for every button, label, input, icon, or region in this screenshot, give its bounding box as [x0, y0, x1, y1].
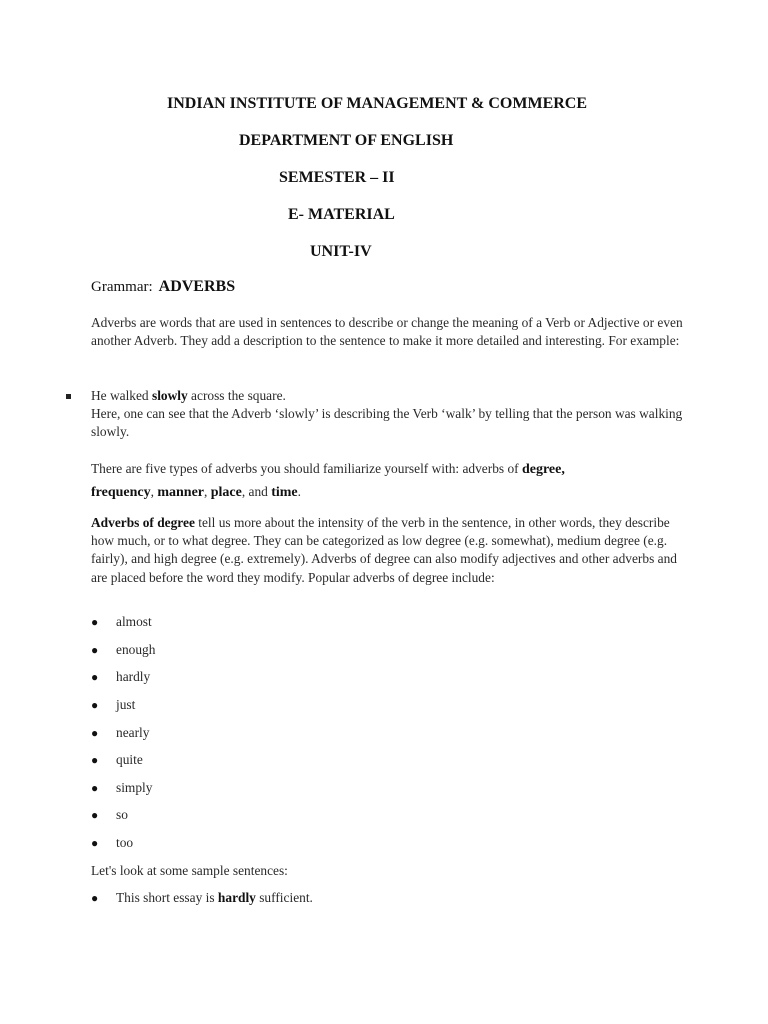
grammar-label: Grammar:	[91, 279, 153, 295]
bullet-icon: ●	[91, 891, 99, 905]
square-bullet-icon	[66, 394, 71, 399]
sample-bold-word: hardly	[217, 890, 256, 905]
degree-bold-lead: Adverbs of degree	[91, 515, 195, 530]
bullet-icon: ●	[91, 615, 99, 629]
list-item	[91, 641, 155, 659]
types-separator: ,	[150, 484, 158, 499]
list-item	[91, 751, 143, 769]
sample-before: This short essay is	[116, 890, 218, 905]
bullet-icon: ●	[91, 808, 99, 822]
list-item-label: too	[116, 835, 134, 850]
list-item-label: simply	[116, 780, 153, 795]
bullet-icon: ●	[91, 781, 99, 795]
types-separator: ,	[204, 484, 211, 499]
type-time: time	[271, 485, 298, 500]
degree-text: tell us more about the intensity of the verb in the sentence, in other words, they describe how much, or to what degree. They can be categorized as low degree (e.g. somewhat), medium degree (e.g. fairly), and high degree (e.g. extremely). Adverbs of degree can also modify adjectives and other adverbs and are placed before the word they modify. Popular adverbs of degree include:	[91, 515, 677, 585]
list-item	[91, 806, 128, 824]
list-item	[91, 834, 133, 852]
unit-title: UNIT-IV	[310, 243, 372, 260]
bullet-icon: ●	[91, 753, 99, 767]
intro-paragraph: Adverbs are words that are used in sentences to describe or change the meaning of a Verb or Adjective or even another Adverb. They add a description to the sentence to make it more detailed and interesting. For example:	[91, 315, 683, 349]
semester-title: SEMESTER – II	[279, 169, 395, 186]
bullet-icon: ●	[91, 698, 99, 712]
bullet-icon: ●	[91, 670, 99, 684]
department-title: DEPARTMENT OF ENGLISH	[239, 132, 454, 149]
institute-title: INDIAN INSTITUTE OF MANAGEMENT & COMMERCE	[167, 95, 588, 112]
grammar-heading	[91, 278, 235, 296]
example-bold-word: slowly	[151, 388, 188, 403]
sample-sentence	[91, 889, 313, 907]
list-item	[91, 696, 135, 714]
types-lead: There are five types of adverbs you should familiarize yourself with: adverbs of	[91, 461, 522, 476]
list-item-label: just	[116, 697, 136, 712]
list-item-label: quite	[116, 752, 143, 767]
list-item-label: so	[116, 807, 128, 822]
list-item-label: nearly	[116, 725, 150, 740]
type-manner: manner	[157, 485, 204, 500]
material-title: E- MATERIAL	[288, 206, 395, 223]
degree-paragraph	[91, 514, 691, 587]
bullet-icon: ●	[91, 836, 99, 850]
samples-intro: Let's look at some sample sentences:	[91, 863, 288, 878]
list-item	[91, 613, 152, 631]
type-degree: degree,	[521, 462, 565, 477]
list-item-label: hardly	[116, 669, 151, 684]
list-item	[91, 779, 152, 797]
types-paragraph	[91, 458, 691, 504]
grammar-topic: ADVERBS	[158, 278, 236, 295]
example-text-after: across the square.	[187, 388, 286, 403]
type-frequency: frequency	[91, 485, 151, 500]
type-place: place	[210, 485, 242, 500]
sample-after: sufficient.	[255, 890, 313, 905]
bullet-icon: ●	[91, 726, 99, 740]
example-text-before: He walked	[91, 388, 152, 403]
list-item	[91, 724, 149, 742]
example-block	[91, 387, 691, 442]
list-item-label: almost	[116, 614, 152, 629]
types-and: , and	[241, 484, 272, 499]
bullet-icon: ●	[91, 643, 99, 657]
types-end: .	[297, 484, 301, 499]
list-item	[91, 668, 150, 686]
example-explanation: Here, one can see that the Adverb ‘slowly’ is describing the Verb ‘walk’ by telling that the person was walking slowly.	[91, 406, 683, 440]
list-item-label: enough	[116, 642, 156, 657]
